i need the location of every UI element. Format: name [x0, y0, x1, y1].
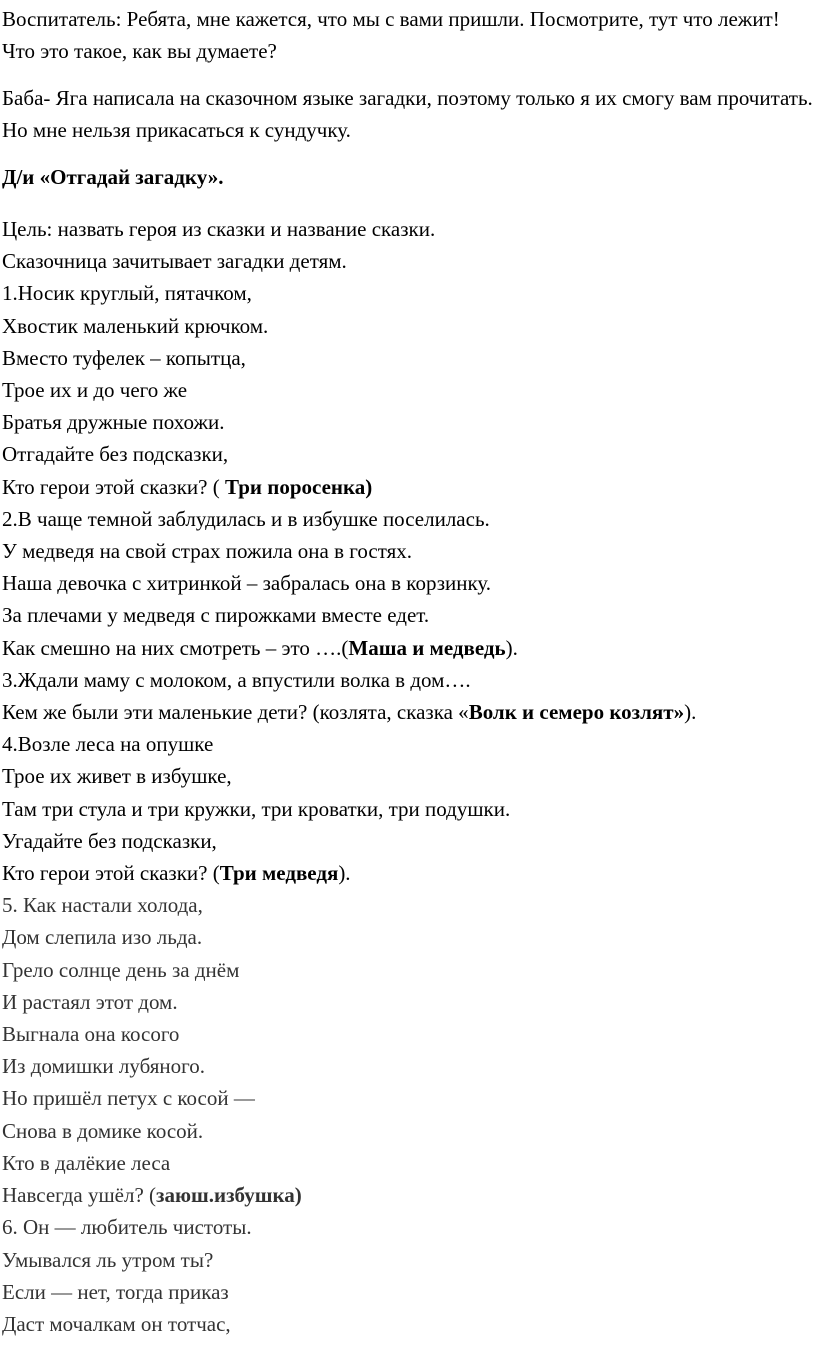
- riddle-6-line-4: Даст мочалкам он тотчас,: [2, 1311, 231, 1336]
- riddle-3-answer: Волк и семеро козлят»: [468, 700, 685, 725]
- riddle-1-line-6: Отгадайте без подсказки,: [2, 442, 229, 467]
- riddle-2-answer: Маша и медведь: [348, 635, 506, 660]
- riddle-2-question: Как смешно на них смотреть – это ….(: [2, 635, 349, 660]
- riddle-5-line-4: И растаял этот дом.: [2, 989, 178, 1014]
- goal-line: Цель: назвать героя из сказки и название сказки.: [2, 217, 436, 241]
- riddle-4-line-2: Трое их живет в избушке,: [2, 764, 232, 789]
- riddle-6-line-1: 6. Он — любитель чистоты.: [2, 1215, 252, 1240]
- riddle-1-line-4: Трое их и до чего же: [2, 378, 188, 403]
- riddle-5-line-8: Снова в домике косой.: [2, 1118, 204, 1143]
- riddle-1-line-1: 1.Носик круглый, пятачком,: [2, 281, 252, 306]
- riddle-1-answer-line: [2, 471, 816, 503]
- riddle-6-line-3: Если — нет, тогда приказ: [2, 1279, 229, 1304]
- riddle-5-question: Навсегда ушёл? (: [2, 1183, 157, 1208]
- riddle-4-line-4: Угадайте без подсказки,: [2, 828, 217, 853]
- riddle-1-close: ): [365, 474, 373, 499]
- riddle-2-line-4: За плечами у медведя с пирожками вместе едет.: [2, 603, 430, 628]
- riddle-3-close: ).: [684, 700, 697, 725]
- riddle-1-question: Кто герои этой сказки? (: [2, 474, 225, 499]
- riddle-4-line-3: Там три стула и три кружки, три кроватки, три подушки.: [2, 796, 511, 821]
- riddle-5-line-5: Выгнала она косого: [2, 1022, 180, 1047]
- riddle-5-line-6: Из домишки лубяного.: [2, 1054, 205, 1079]
- riddle-4-close: ).: [338, 861, 351, 886]
- riddle-1-line-5: Братья дружные похожи.: [2, 410, 225, 435]
- riddle-5-line-7: Но пришёл петух с косой —: [2, 1086, 255, 1111]
- riddle-6-line-2: Умывался ль утром ты?: [2, 1247, 214, 1272]
- riddle-3-line-1: 3.Ждали маму с молоком, а впустили волка в дом….: [2, 667, 471, 692]
- riddle-5-answer-line: [2, 1179, 816, 1211]
- riddle-3-question: Кем же были эти маленькие дети? (козлята, сказка «: [2, 700, 469, 725]
- riddle-5-line-9: Кто в далёкие леса: [2, 1150, 171, 1175]
- riddle-4-line-1: 4.Возле леса на опушке: [2, 732, 214, 757]
- intro-paragraph-baba-yaga: Баба- Яга написала на сказочном языке загадки, поэтому только я их смогу вам прочитать. Но мне нельзя прикасаться к сундучку.: [2, 86, 813, 142]
- game-title: Д/и «Отгадай загадку».: [2, 165, 224, 189]
- riddle-1-answer: Три поросенка: [224, 474, 366, 499]
- riddle-2-close: ).: [505, 635, 518, 660]
- riddles-section: [2, 213, 816, 1340]
- riddle-2-answer-line: [2, 632, 816, 664]
- riddle-4-answer-line: [2, 857, 816, 889]
- riddle-5-line-2: Дом слепила изо льда.: [2, 925, 203, 950]
- riddle-2-line-3: Наша девочка с хитринкой – забралась она в корзинку.: [2, 571, 492, 596]
- riddle-4-question: Кто герои этой сказки? (: [2, 861, 220, 886]
- riddle-2-line-1: 2.В чаще темной заблудилась и в избушке поселилась.: [2, 506, 490, 531]
- riddle-1-line-3: Вместо туфелек – копытца,: [2, 345, 246, 370]
- riddle-4-answer: Три медведя: [219, 861, 339, 886]
- intro-paragraph-educator: Воспитатель: Ребята, мне кажется, что мы с вами пришли. Посмотрите, тут что лежит! Что это такое, как вы думаете?: [2, 7, 780, 63]
- riddle-2-line-2: У медведя на свой страх пожила она в гостях.: [2, 539, 413, 564]
- instruction-line: Сказочница зачитывает загадки детям.: [2, 249, 347, 274]
- riddle-5-answer: заюш.избушка): [156, 1183, 302, 1208]
- riddle-5-line-1: 5. Как настали холода,: [2, 893, 203, 918]
- riddle-1-line-2: Хвостик маленький крючком.: [2, 313, 269, 338]
- riddle-5-line-3: Грело солнце день за днём: [2, 957, 240, 982]
- riddle-3-answer-line: [2, 696, 816, 728]
